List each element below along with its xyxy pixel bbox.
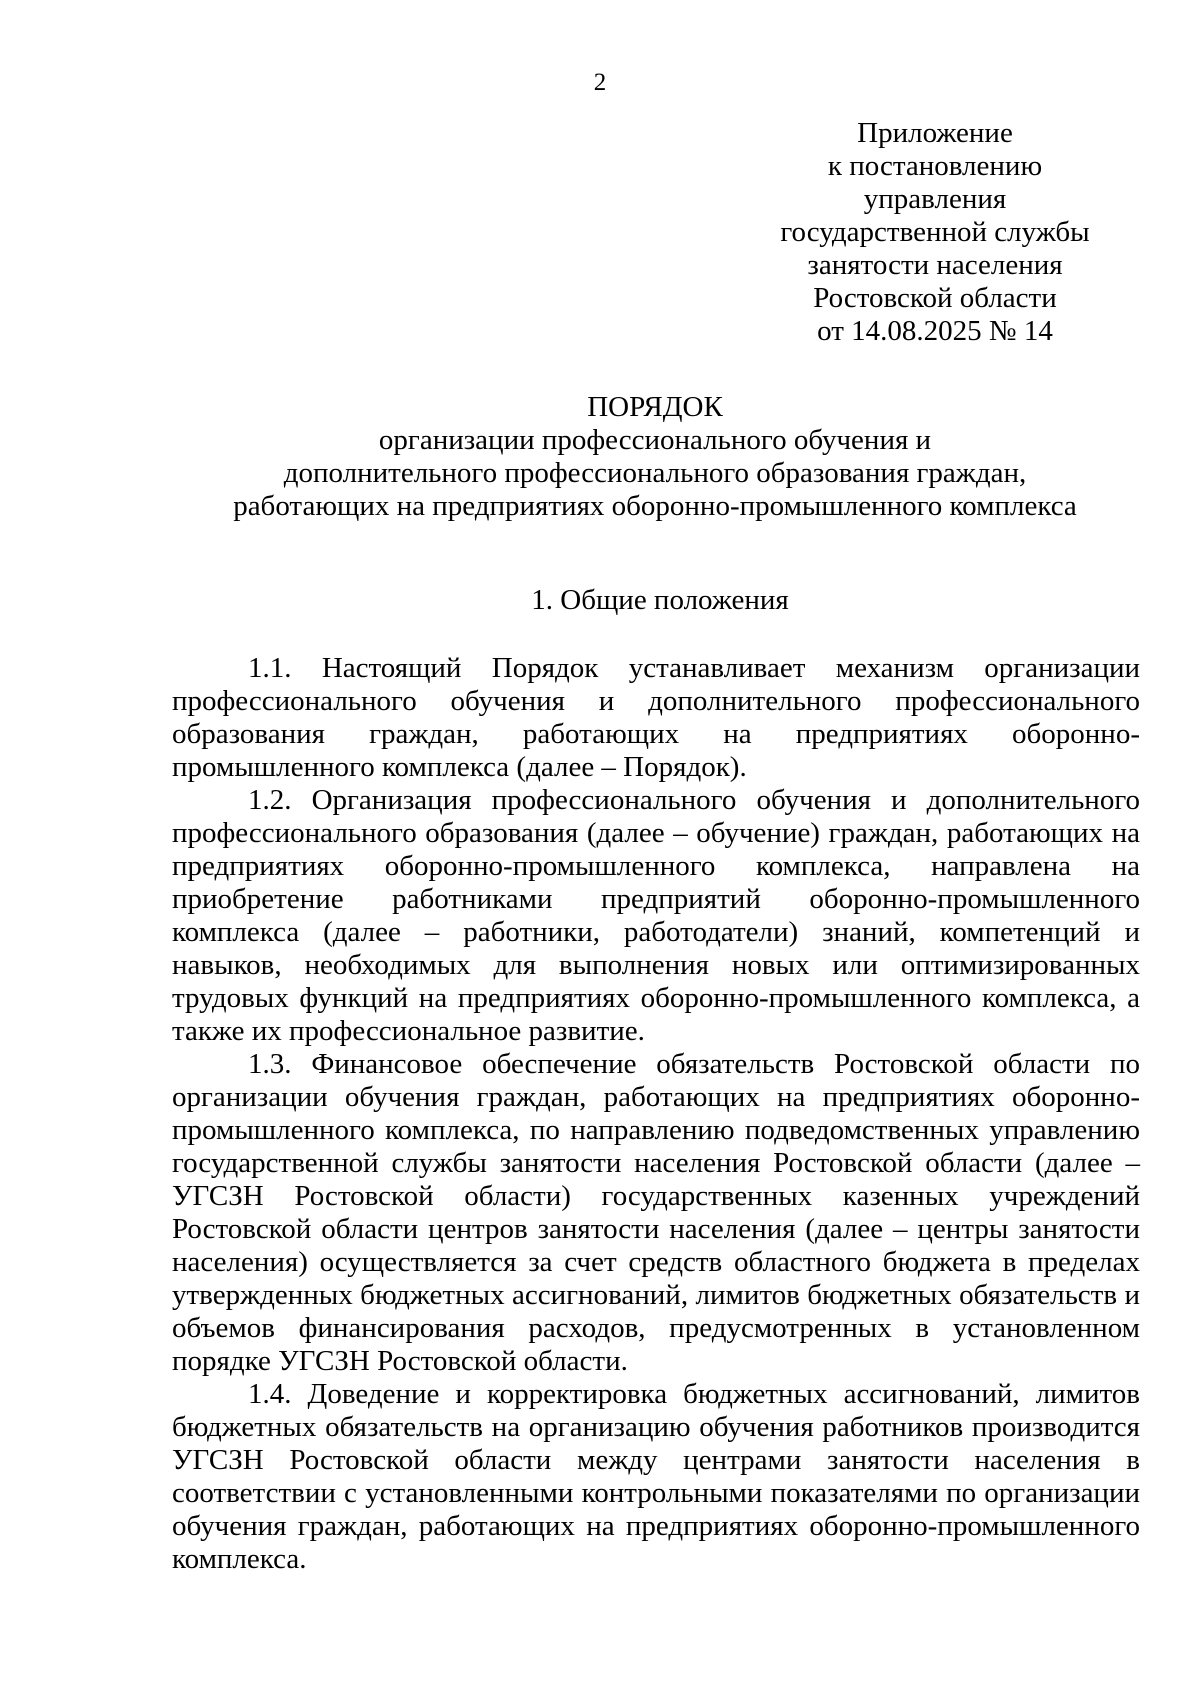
paragraph-1-2: 1.2. Организация профессионального обучения и дополнительного профессионального образования (далее – обучение) граждан, работающих на предприятиях оборонно-промышленного комплекса, направлена на приобретение работниками предприятий оборонно-промышленного комплекса (далее – работники, работодатели) знаний, компетенций и навыков, необходимых для выполнения новых или оптимизированных трудовых функций на предприятиях оборонно-промышленного комплекса, а также их профессиональное развитие.	[172, 784, 1140, 1047]
appendix-line: государственной службы	[780, 216, 1090, 248]
document-title	[170, 391, 1140, 523]
paragraph-1-4: 1.4. Доведение и корректировка бюджетных ассигнований, лимитов бюджетных обязательств на организацию обучения работников производится УГСЗН Ростовской области между центрами занятости населения в соответствии с установленными контрольными показателями по организации обучения граждан, работающих на предприятиях оборонно-промышленного комплекса.	[172, 1378, 1140, 1575]
section-heading: 1. Общие положения	[531, 584, 789, 616]
page-number: 2	[593, 69, 607, 96]
paragraph-1-3: 1.3. Финансовое обеспечение обязательств Ростовской области по организации обучения граждан, работающих на предприятиях оборонно-промышленного комплекса, по направлению подведомственных управлению государственной службы занятости населения Ростовской области (далее – УГСЗН Ростовской области) государственных казенных учреждений Ростовской области центров занятости населения (далее – центры занятости населения) осуществляется за счет средств областного бюджета в пределах утвержденных бюджетных ассигнований, лимитов бюджетных обязательств и объемов финансирования расходов, предусмотренных в установленном порядке УГСЗН Ростовской области.	[172, 1048, 1140, 1377]
appendix-line: управления	[863, 183, 1007, 215]
section-body	[172, 652, 1140, 1576]
title-subtitle-line: дополнительного профессионального образования граждан,	[283, 457, 1027, 489]
title-subtitle-line: работающих на предприятиях оборонно-промышленного комплекса	[233, 490, 1077, 522]
title-subtitle-line: организации профессионального обучения и	[378, 424, 932, 456]
appendix-line: Ростовской области	[813, 282, 1057, 314]
appendix-header	[745, 117, 1125, 348]
appendix-line: к постановлению	[827, 150, 1043, 182]
appendix-line: Приложение	[857, 117, 1013, 149]
paragraph-1-1: 1.1. Настоящий Порядок устанавливает механизм организации профессионального обучения и дополнительного профессионального образования граждан, работающих на предприятиях оборонно-промышленного комплекса (далее – Порядок).	[172, 652, 1140, 783]
appendix-line: занятости населения	[807, 249, 1063, 281]
appendix-date-number: от 14.08.2025 № 14	[817, 315, 1053, 347]
title-heading: ПОРЯДОК	[587, 391, 723, 423]
